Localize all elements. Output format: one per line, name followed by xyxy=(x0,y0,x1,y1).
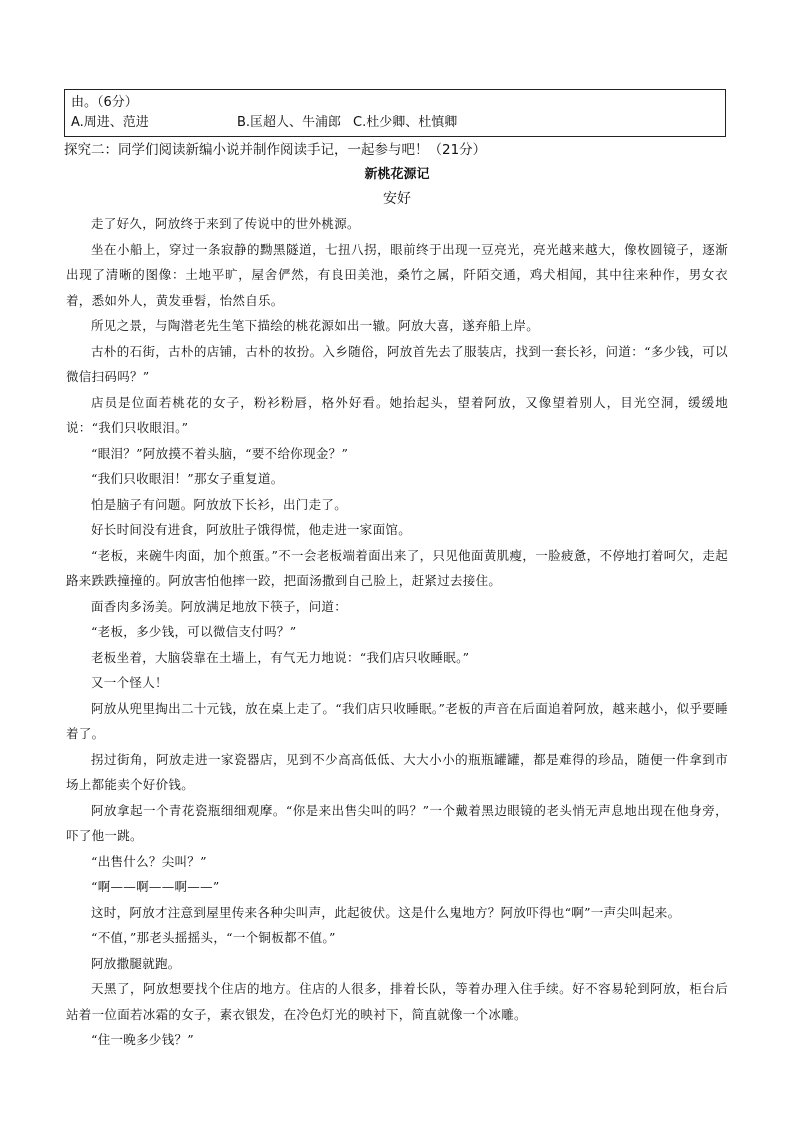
story-paragraph: “啊——啊——啊——” xyxy=(91,879,220,894)
story-author: 安好 xyxy=(383,191,411,207)
question-tail: 由。（6分） xyxy=(71,95,138,110)
story-paragraph: 走了好久，阿放终于来到了传说中的世外桃源。 xyxy=(91,216,360,231)
story-title: 新桃花源记 xyxy=(364,167,430,182)
story-paragraph: 阿放从兜里掏出二十元钱，放在桌上走了。“我们店只收睡眠。”老板的声音在后面追着阿放，越来越小，似乎要睡着了。 xyxy=(66,700,728,741)
answer-options xyxy=(71,113,719,133)
story-paragraph: 阿放拿起一个青花瓷瓶细细观摩。“你是来出售尖叫的吗？”一个戴着黑边眼镜的老头悄无声息地出现在他身旁，吓了他一跳。 xyxy=(66,802,728,843)
story-paragraph: 天黑了，阿放想要找个住店的地方。住店的人很多，排着长队，等着办理入住手续。好不容易轮到阿放，柜台后站着一位面若冰霜的女子，素衣银发，在冷色灯光的映衬下，简直就像一个冰雕。 xyxy=(66,981,728,1022)
story-body xyxy=(66,211,728,1053)
option-c: C.杜少卿、杜慎卿 xyxy=(353,115,458,130)
story-paragraph: 店员是位面若桃花的女子，粉衫粉唇，格外好看。她抬起头，望着阿放，又像望着别人，目光空洞，缓缓地说：“我们只收眼泪。” xyxy=(66,394,728,435)
story-paragraph: “住一晚多少钱？” xyxy=(91,1032,194,1047)
story-paragraph: 好长时间没有进食，阿放肚子饿得慌，他走进一家面馆。 xyxy=(91,522,412,537)
option-a: A.周进、范进 xyxy=(71,115,149,130)
story-paragraph: 古朴的石街，古朴的店铺，古朴的妆扮。入乡随俗，阿放首先去了服装店，找到一套长衫，问道：“多少钱，可以微信扫码吗？” xyxy=(66,343,728,384)
story-paragraph: “老板，来碗牛肉面，加个煎蛋。”不一会老板端着面出来了，只见他面黄肌瘦，一脸疲惫，不停地打着呵欠，走起路来跌跌撞撞的。阿放害怕他摔一跤，把面汤撒到自己脸上，赶紧过去接住。 xyxy=(66,547,728,588)
story-paragraph: “老板，多少钱，可以微信支付吗？” xyxy=(91,624,297,639)
story-paragraph: “眼泪？”阿放摸不着头脑，“要不给你现金？” xyxy=(91,445,349,461)
option-b: B.匡超人、牛浦郎 xyxy=(237,115,342,130)
story-paragraph: 这时，阿放才注意到屋里传来各种尖叫声，此起彼伏。这是什么鬼地方？阿放吓得也“啊”一声尖叫起来。 xyxy=(91,904,681,920)
section-heading: 探究二：同学们阅读新编小说并制作阅读手记，一起参与吧！（21分） xyxy=(64,142,487,158)
story-paragraph: 阿放撒腿就跑。 xyxy=(91,955,181,971)
story-paragraph: 坐在小船上，穿过一条寂静的黝黑隧道，七扭八拐，眼前终于出现一豆亮光，亮光越来越大，像枚圆镜子，逐渐出现了清晰的图像：土地平旷，屋舍俨然，有良田美池，桑竹之属，阡陌交通，鸡犬相闻，其中往来种作，男女衣着，悉如外人，黄发垂髫，怡然自乐。 xyxy=(66,241,728,308)
story-paragraph: 老板坐着，大脑袋靠在土墙上，有气无力地说：“我们店只收睡眠。” xyxy=(91,649,470,665)
story-paragraph: 拐过街角，阿放走进一家瓷器店，见到不少高高低低、大大小小的瓶瓶罐罐，都是难得的珍品，随便一件拿到市场上都能卖个好价钱。 xyxy=(66,751,728,792)
story-paragraph: “不值，”那老头摇摇头，“一个铜板都不值。” xyxy=(91,930,336,945)
question-options-box xyxy=(64,89,726,137)
story-paragraph: “我们只收眼泪！”那女子重复道。 xyxy=(91,471,284,486)
story-paragraph: 怕是脑子有问题。阿放放下长衫，出门走了。 xyxy=(91,496,348,512)
story-paragraph: “出售什么？尖叫？” xyxy=(91,853,207,869)
story-paragraph: 又一个怪人！ xyxy=(91,675,168,690)
story-paragraph: 所见之景，与陶潜老先生笔下描绘的桃花源如出一辙。阿放大喜，遂弃船上岸。 xyxy=(91,318,540,333)
story-paragraph: 面香肉多汤美。阿放满足地放下筷子，问道： xyxy=(91,598,348,614)
